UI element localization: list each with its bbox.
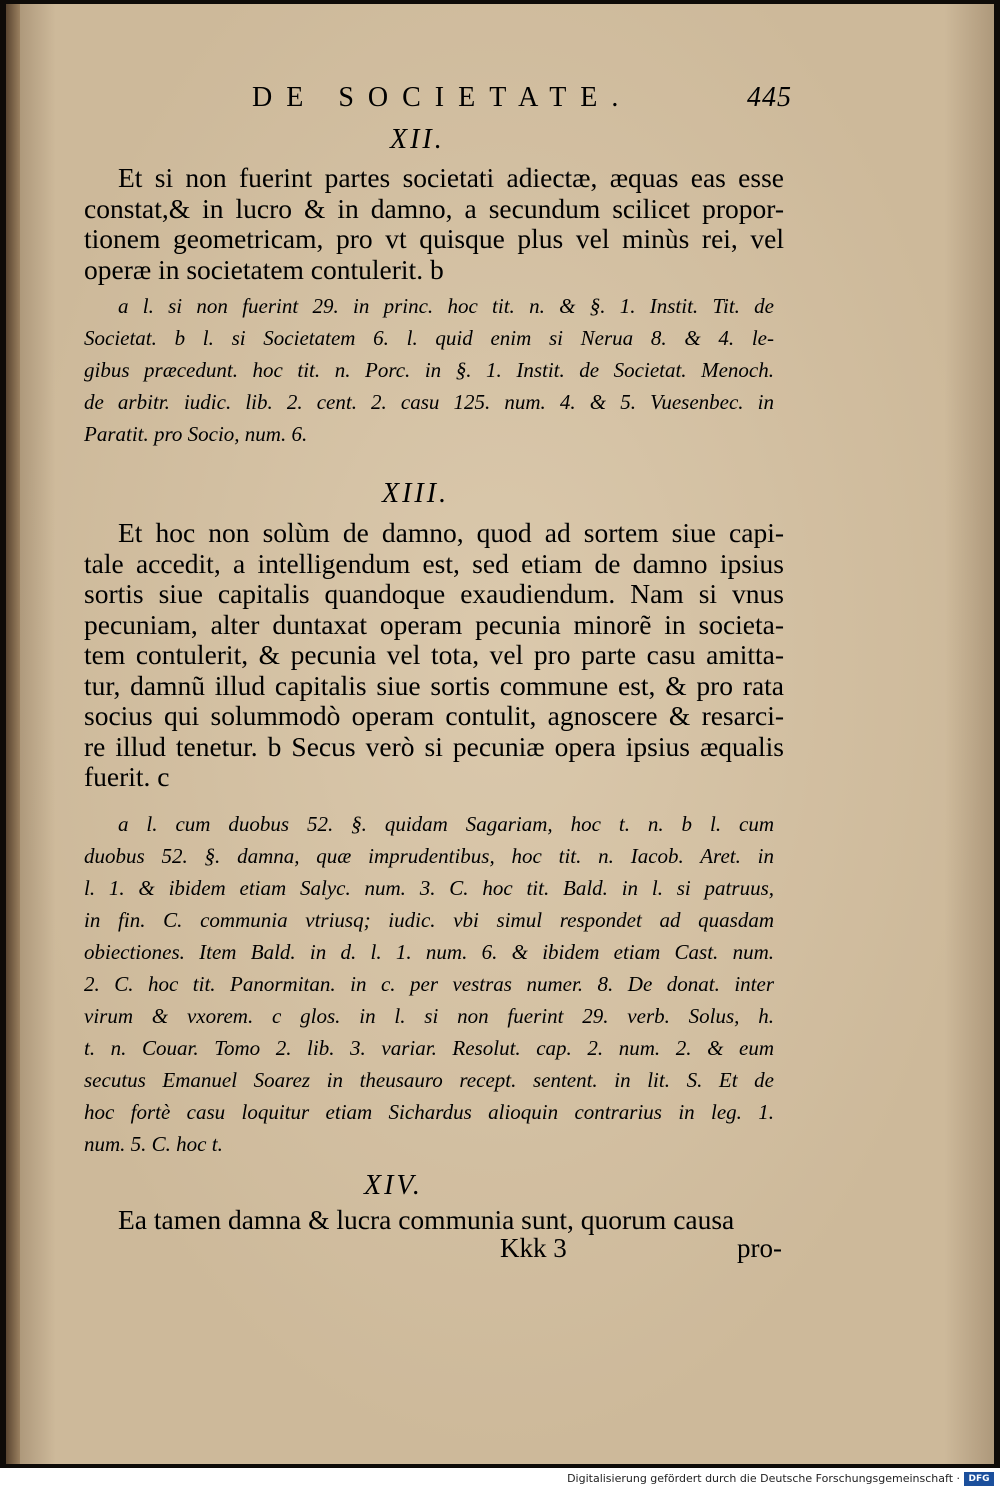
note-line: de arbitr. iudic. lib. 2. cent. 2. casu 125. num. 4. & 5. Vuesenbec. in: [84, 390, 774, 414]
note-line: secutus Emanuel Soarez in theusauro recept. sentent. in lit. S. Et de: [84, 1068, 774, 1092]
text-line: constat,& in lucro & in damno, a secundum scilicet propor-: [84, 192, 784, 224]
digitization-footer: [0, 1468, 1000, 1491]
page-gutter-shadow: [6, 4, 20, 1464]
note-line: 2. C. hoc tit. Panormitan. in c. per vestras numer. 8. De donat. inter: [84, 972, 774, 996]
page-number: 445: [747, 82, 792, 113]
text-line: sortis siue capitalis quandoque exaudiendum. Nam si vnus: [84, 578, 784, 609]
note-line: Paratit. pro Socio, num. 6.: [84, 422, 308, 446]
text-line: pecuniam, alter duntaxat operam pecunia minorẽ in societa-: [84, 608, 784, 640]
note-line: Societat. b l. si Societatem 6. l. quid enim si Nerua 8. & 4. le-: [84, 326, 774, 350]
note-line: l. 1. & ibidem etiam Salyc. num. 3. C. hoc tit. Bald. in l. si patruus,: [84, 876, 774, 900]
note-line: t. n. Couar. Tomo 2. lib. 3. variar. Resolut. cap. 2. num. 2. & eum: [84, 1036, 774, 1060]
text-line: socius qui solummodò operam contulit, agnoscere & resarci-: [84, 700, 784, 731]
section-numeral-xii: XII.: [390, 124, 445, 155]
text-line: tur, damnũ illud capitalis siue sortis commune est, & pro rata: [84, 669, 784, 701]
catchword: pro-: [737, 1233, 782, 1263]
text-line: Et hoc non solùm de damno, quod ad sortem siue capi-: [118, 517, 784, 548]
note-line: a l. cum duobus 52. §. quidam Sagariam, hoc t. n. b l. cum: [118, 812, 774, 836]
section-xii-text: [84, 163, 784, 285]
text-line: re illud tenetur. b Secus verò si pecuniæ opera ipsius æqualis: [84, 730, 784, 762]
text-line: Et si non fuerint partes societati adiectæ, æquas eas esse: [118, 162, 784, 193]
note-line: hoc fortè casu loquitur etiam Sichardus alioquin contrarius in leg. 1.: [84, 1100, 774, 1124]
text-line: Ea tamen damna & lucra communia sunt, quorum causa: [118, 1204, 735, 1235]
running-head-title: DE SOCIETATE.: [252, 82, 633, 113]
catch-line: [500, 1233, 782, 1265]
note-line: a l. si non fuerint 29. in princ. hoc tit. n. & §. 1. Instit. Tit. de: [118, 294, 774, 318]
note-line: virum & vxorem. c glos. in l. si non fuerint 29. verb. Solus, h.: [84, 1004, 774, 1028]
section-xiii-notes: [84, 808, 774, 1160]
note-line: duobus 52. §. damna, quæ imprudentibus, hoc tit. n. Iacob. Aret. in: [84, 844, 774, 868]
text-line: tale accedit, a intelligendum est, sed etiam de damno ipsius: [84, 547, 784, 579]
section-numeral-xiii: XIII.: [382, 478, 450, 509]
note-line: in fin. C. communia vtriusq; iudic. vbi simul respondet ad quasdam: [84, 908, 774, 932]
footer-credit-text: Digitalisierung gefördert durch die Deutsche Forschungsgemeinschaft ·: [567, 1472, 960, 1485]
note-line: obiectiones. Item Bald. in d. l. 1. num. 6. & ibidem etiam Cast. num.: [84, 940, 774, 964]
section-xii-notes: [84, 290, 774, 450]
text-line: operæ in societatem contulerit. b: [84, 253, 444, 285]
section-xiii-text: [84, 518, 784, 793]
dfg-logo-icon: DFG: [964, 1472, 994, 1486]
signature-mark: Kkk 3: [500, 1233, 567, 1263]
text-line: tem contulerit, & pecunia vel tota, vel pro parte casu amitta-: [84, 639, 784, 670]
note-line: gibus præcedunt. hoc tit. n. Porc. in §. 1. Instit. de Societat. Menoch.: [84, 358, 774, 382]
section-numeral-xiv: XIV.: [364, 1170, 423, 1201]
running-head: [252, 82, 792, 116]
text-line: tionem geometricam, pro vt quisque plus vel minùs rei, vel: [84, 223, 784, 254]
note-line: num. 5. C. hoc t.: [84, 1132, 223, 1156]
text-line: fuerit. c: [84, 761, 170, 792]
section-xiv-text: [84, 1205, 784, 1236]
